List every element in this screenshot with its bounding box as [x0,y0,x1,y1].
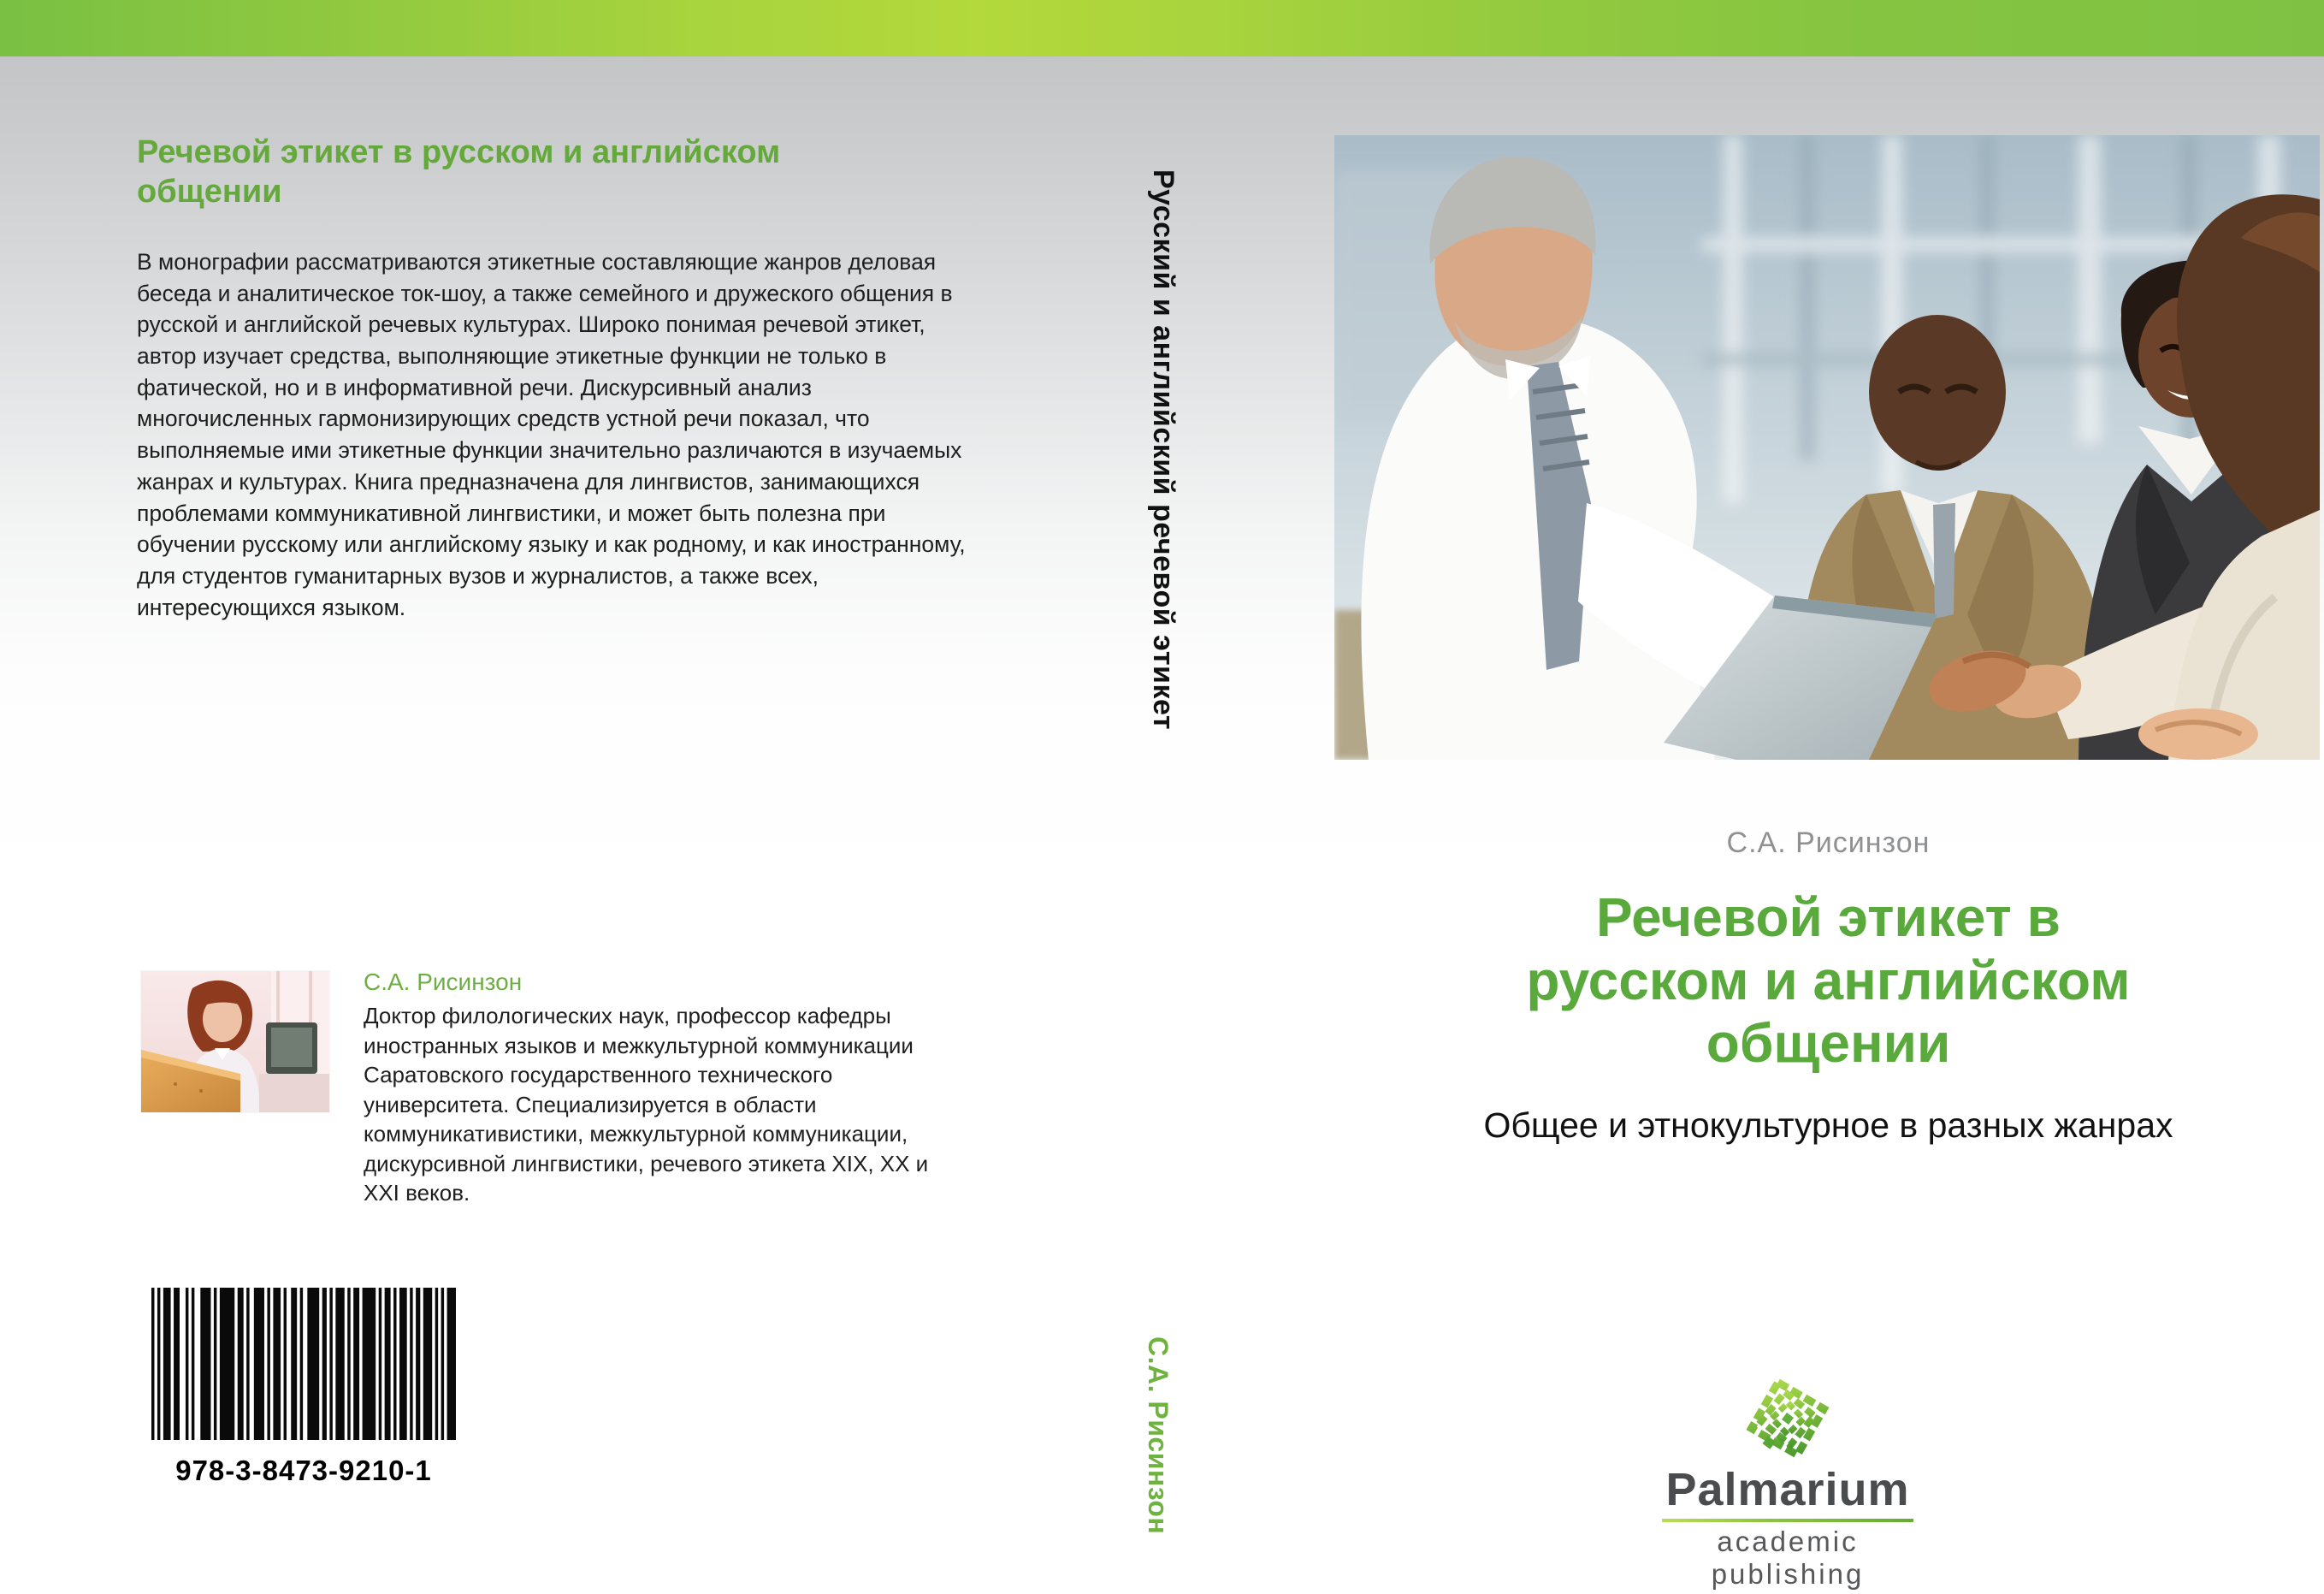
isbn-number: 978-3-8473-9210-1 [175,1455,432,1486]
front-title-line1: Речевой этикет в [1596,886,2061,948]
back-cover-title: Речевой этикет в русском и английском общении [137,134,781,210]
spine-author: С.А. Рисинзон [1143,1336,1174,1535]
front-cover-title [1339,886,2318,1076]
back-cover-synopsis: В монографии рассматриваются этикетные составляющие жанров деловая беседа и аналитическое ток-шоу, а также семейного и дружеского общения в русской и английской речевых культурах. Широко понимая речевой этикет, автор изучает средства, выполняющие этикетные функции не только в фатической, но и в информативной речи. Дискурсивный анализ многочисленных гармонизирующих средств устной речи показал, что выполняемые ими этикетные функции значительно различаются в изучаемых жанрах и культурах. Книга предназначена для лингвистов, занимающихся проблемами коммуникативной лингвистики, и может быть полезна при обучении русскому или английскому языку и как родному, и как иностранному, для студентов гуманитарных вузов и журналистов, а также всех, интересующихся языком. [137,249,966,620]
logo-divider [1662,1519,1913,1522]
publisher-tagline: academic publishing [1711,1526,1865,1590]
barcode [151,1288,459,1440]
front-title-line3: общении [1706,1012,1951,1075]
author-bio-block [364,969,962,1208]
top-green-band [0,0,2324,56]
green-tile-diamond-icon [1745,1376,1830,1461]
author-photo-illustration [141,971,329,1112]
author-bio-name: С.А. Рисинзон [364,969,523,995]
business-handshake-image [1334,135,2320,760]
publisher-logo [1655,1376,1920,1591]
author-at-podium-image [141,971,329,1112]
front-cover-author: С.А. Рисинзон [1726,827,1931,859]
front-title-line2: русском и английском [1526,949,2131,1011]
spine-title: Русский и английский речевой этикет [1147,169,1180,731]
publisher-name: Palmarium [1665,1464,1910,1515]
business-meeting-photo [1334,135,2320,760]
publisher-logo-mark-icon [1745,1376,1830,1461]
author-bio-text: Доктор филологических наук, профессор кафедры иностранных языков и межкультурной коммуникации Саратовского государственного технического университета. Специализируется в области коммуникативистики, межкультурной коммуникации, дискурсивной лингвистики, речевого этикета XIX, XX и XXI веков. [364,1003,929,1206]
barcode-bars [151,1288,456,1440]
front-cover-subtitle: Общее и этнокультурное в разных жанрах [1483,1105,2173,1145]
